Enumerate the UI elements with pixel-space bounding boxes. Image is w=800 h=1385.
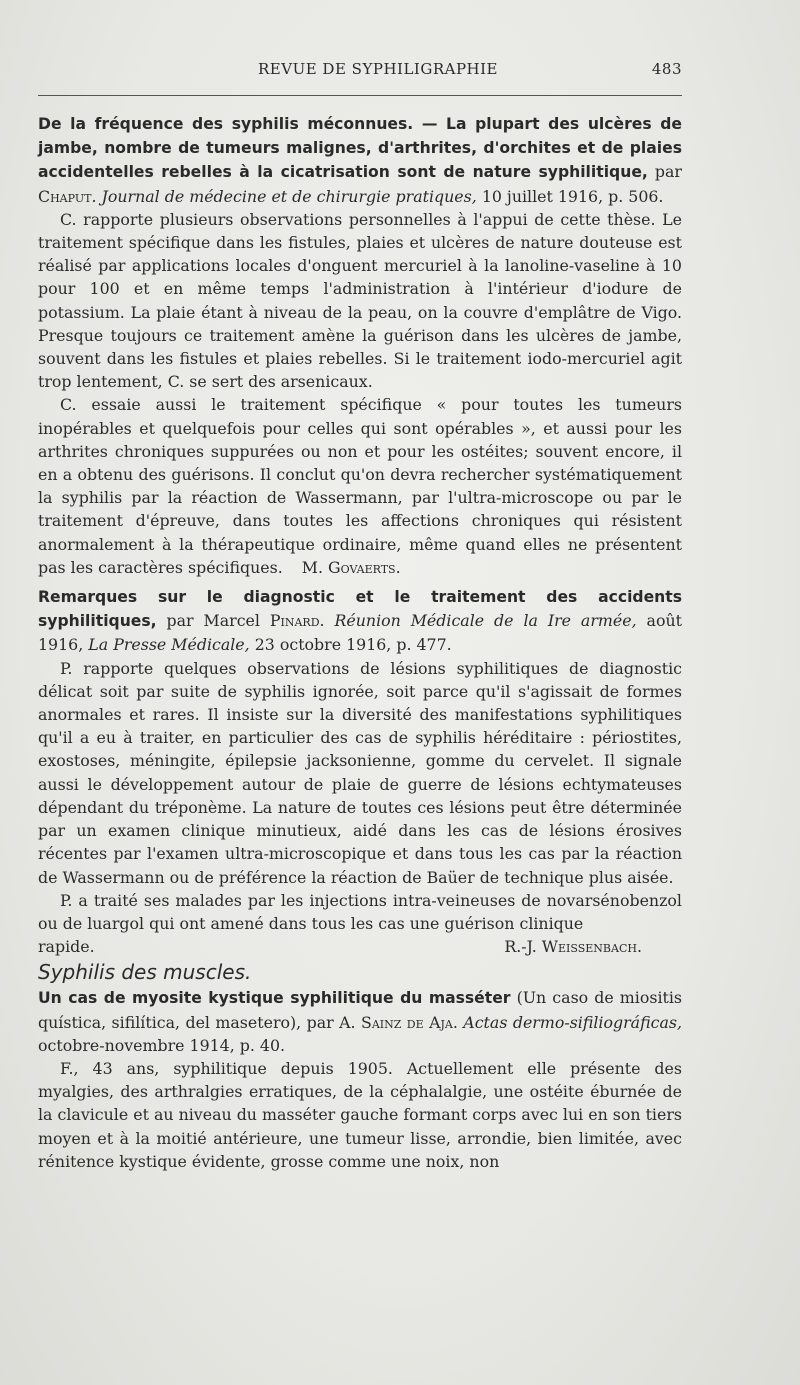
section-title: Syphilis des muscles. — [38, 960, 252, 985]
article3-subtitle: (Un caso de miositis quística, sifilítica, del masetero), par A. — [38, 988, 683, 1032]
article1-date: 10 juillet 1916, p. 506. — [481, 186, 664, 206]
article2-paragraph-1: P. rapporte quelques observations de lésions syphilitiques de diagnostic délicat soit par suite de syphilis ignorée, soit parce qu'il s'agissait de formes anormales et rares. Il insiste sur la diversité des manifestations syphilitiques qu'il a eu à traiter, en particulier des cas de syphilis héréditaire : périostites, exostoses, méningite, épilepsie jacksonienne, gomme du cervelet. Il signale aussi le développement autour de plaie de guerre de lésions echtymateuses dépendant du tréponème. La nature de toutes ces lésions peut être déterminée par un examen clinique minutieux, aidé dans les cas de lésions érosives récentes par l'examen ultra-microscopique et dans tous les cas par la réaction de Wassermann ou de préférence la réaction de Baüer de technique plus aisée. — [38, 658, 682, 887]
article2-title: Remarques sur le diagnostic et le traitement des accidents syphilitiques, — [38, 588, 682, 631]
article1-author: Chaput. — [38, 186, 97, 206]
article3-date: octobre-novembre 1914, p. 40. — [38, 1035, 286, 1055]
article1-paragraph-2 — [38, 393, 682, 579]
article2-by: par Marcel — [166, 611, 260, 631]
page-body — [38, 112, 682, 1173]
page-number: 483 — [651, 60, 682, 78]
article2-signature: R.-J. Weissenbach. — [504, 937, 642, 957]
article2-author: Pinard. — [269, 611, 325, 631]
article2-date: août 1916, — [38, 611, 682, 655]
article3-author: Sainz de Aja. — [361, 1012, 458, 1032]
article1-paragraph-1: C. rapporte plusieurs observations personnelles à l'appui de cette thèse. Le traitement spécifique dans les fistules, plaies et ulcères de nature douteuse est réalisé par applications locales d'onguent mercuriel à la lanoline-vaseline à 10 pour 100 et en même temps l'administration à l'intérieur d'iodure de potassium. La plaie étant à niveau de la peau, on la couvre d'emplâtre de Vigo. Presque toujours ce traitement amène la guérison dans les ulcères de jambe, souvent dans les fistules et plaies rebelles. Si le traitement iodo-mercuriel agit trop lentement, C. se sert des arsenicaux. — [38, 209, 682, 392]
running-head — [38, 60, 682, 84]
article2-paragraph-2-end: rapide. — [38, 937, 95, 957]
article3-journal: Actas dermo-sifiliográficas, — [463, 1012, 683, 1032]
journal-title: REVUE DE SYPHILIGRAPHIE — [258, 60, 499, 78]
article2-journal: Réunion Médicale de la Ire armée, — [334, 611, 637, 631]
article2-heading — [38, 585, 682, 657]
article2-closing-line — [38, 935, 682, 958]
article1-signature: M. Govaerts. — [301, 557, 401, 577]
article1-paragraph-2-text: C. essaie aussi le traitement spécifique « pour toutes les tumeurs inopérables et quelquefois pour celles qui sont opérables », et aussi pour les arthrites chroniques suppurées ou non et pour les ostéites; souvent encore, il en a obtenu des guérisons. Il conclut qu'on devra rechercher systématiquement la syphilis par la réaction de Wassermann, par l'ultra-microscope ou par le traitement d'épreuve, dans toutes les affections chroniques qui résistent anormalement à la thérapeutique ordinaire, même quand elles ne présentent pas les caractères spécifiques. — [38, 395, 682, 577]
article1-title: De la fréquence des syphilis méconnues. — La plupart des ulcères de jambe, nombre de tumeurs malignes, d'arthrites, d'orchites et de plaies accidentelles rebelles à la cicatrisation sont de nature syphilitique, — [38, 115, 682, 182]
article3-paragraph-1: F., 43 ans, syphilitique depuis 1905. Actuellement elle présente des myalgies, des arthralgies erratiques, de la céphalalgie, une ostéite éburnée de la clavicule et au niveau du masséter gauche formant corps avec lui en son tiers moyen et à la moitié antérieure, une tumeur lisse, arrondie, bien limitée, avec rénitence kystique évidente, grosse comme une noix, non — [38, 1058, 682, 1171]
article2-paragraph-2: P. a traité ses malades par les injections intra-veineuses de novarsénobenzol ou de luargol qui ont amené dans tous les cas une guérison clinique — [38, 890, 682, 933]
article3-title: Un cas de myosite kystique syphilitique du masséter — [38, 989, 511, 1008]
article2-journal-2: La Presse Médicale, — [88, 635, 250, 655]
article1-journal: Journal de médecine et de chirurgie pratiques, — [101, 186, 477, 206]
article2-date-2: 23 octobre 1916, p. 477. — [254, 635, 452, 655]
article1-by: par — [654, 162, 682, 182]
header-rule — [38, 95, 682, 96]
article1-heading — [38, 112, 682, 208]
article3-heading — [38, 986, 682, 1057]
